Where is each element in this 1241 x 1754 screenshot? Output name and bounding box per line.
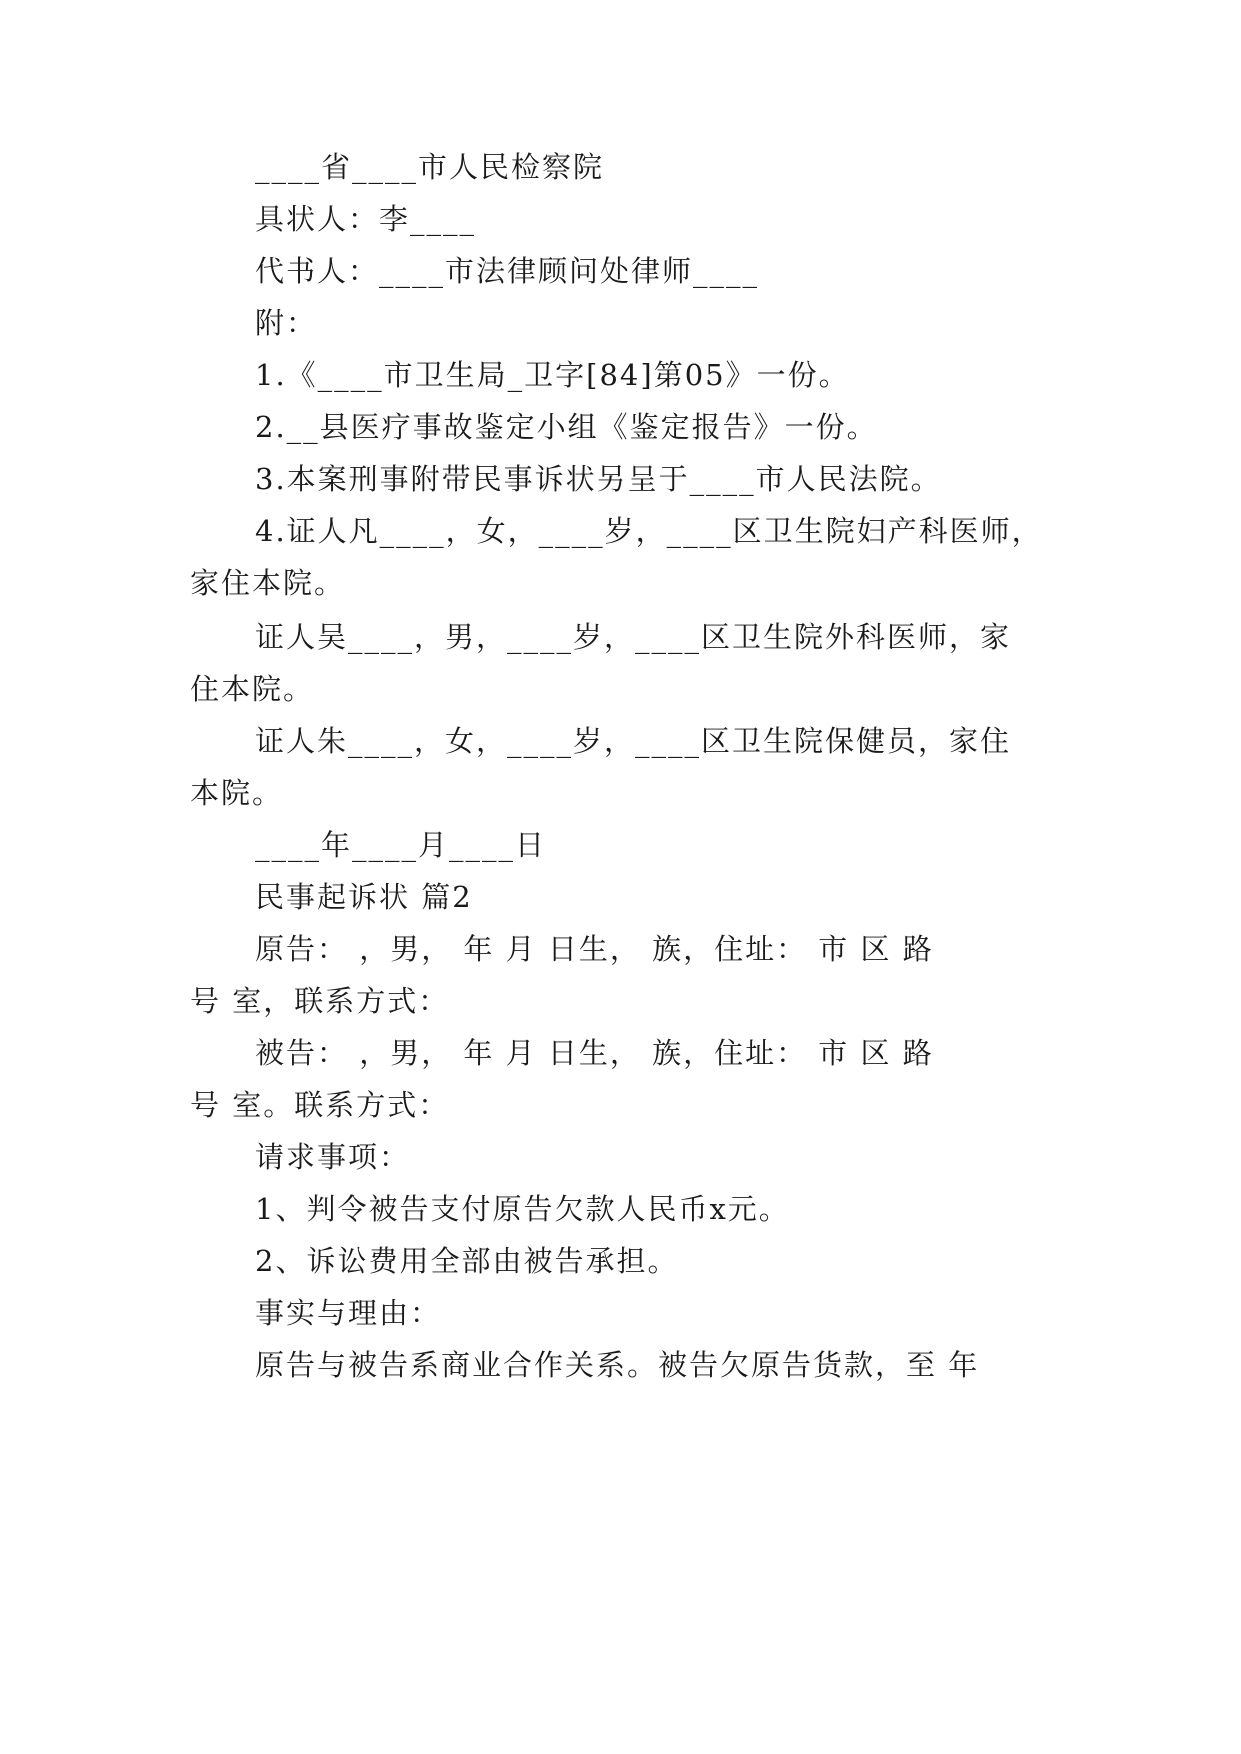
attachment-item-4-cont: 家住本院。 (190, 566, 346, 600)
plaintiff-cont: 号 室，联系方式： (190, 984, 450, 1018)
facts-heading: 事实与理由： (255, 1296, 442, 1330)
witness-zhu-cont: 本院。 (190, 776, 284, 810)
date-line: ____年____月____日 (255, 828, 547, 862)
section-title: 民事起诉状 篇2 (255, 880, 473, 914)
witness-zhu-line: 证人朱____，女，____岁，____区卫生院保健员，家住 (255, 724, 1012, 758)
attachment-item-3: 3.本案刑事附带民事诉状另呈于____市人民法院。 (255, 462, 942, 496)
facts-paragraph: 原告与被告系商业合作关系。被告欠原告货款，至 年 (255, 1348, 980, 1382)
witness-wu-line: 证人吴____，男，____岁，____区卫生院外科医师，家 (255, 620, 1012, 654)
claim-item-1: 1、判令被告支付原告欠款人民币x元。 (255, 1192, 790, 1226)
defendant-line: 被告： ，男， 年 月 日生， 族，住址： 市 区 路 (255, 1036, 934, 1070)
claim-item-2: 2、诉讼费用全部由被告承担。 (255, 1244, 679, 1278)
witness-wu-cont: 住本院。 (190, 672, 315, 706)
attachment-item-4: 4.证人凡____，女，____岁，____区卫生院妇产科医师， (255, 514, 1043, 548)
attachment-item-2: 2.__县医疗事故鉴定小组《鉴定报告》一份。 (255, 410, 878, 444)
plaintiff-line: 原告： ，男， 年 月 日生， 族，住址： 市 区 路 (255, 932, 934, 966)
drafter-line: 代书人：____市法律顾问处律师____ (255, 254, 760, 288)
procuratorate-line: ____省____市人民检察院 (255, 150, 605, 184)
attachments-heading: 附： (255, 306, 318, 340)
claims-heading: 请求事项： (255, 1140, 411, 1174)
attachment-item-1: 1.《____市卫生局_卫字[84]第05》一份。 (255, 358, 850, 392)
complainant-line: 具状人：李____ (255, 202, 477, 236)
defendant-cont: 号 室。联系方式： (190, 1088, 450, 1122)
